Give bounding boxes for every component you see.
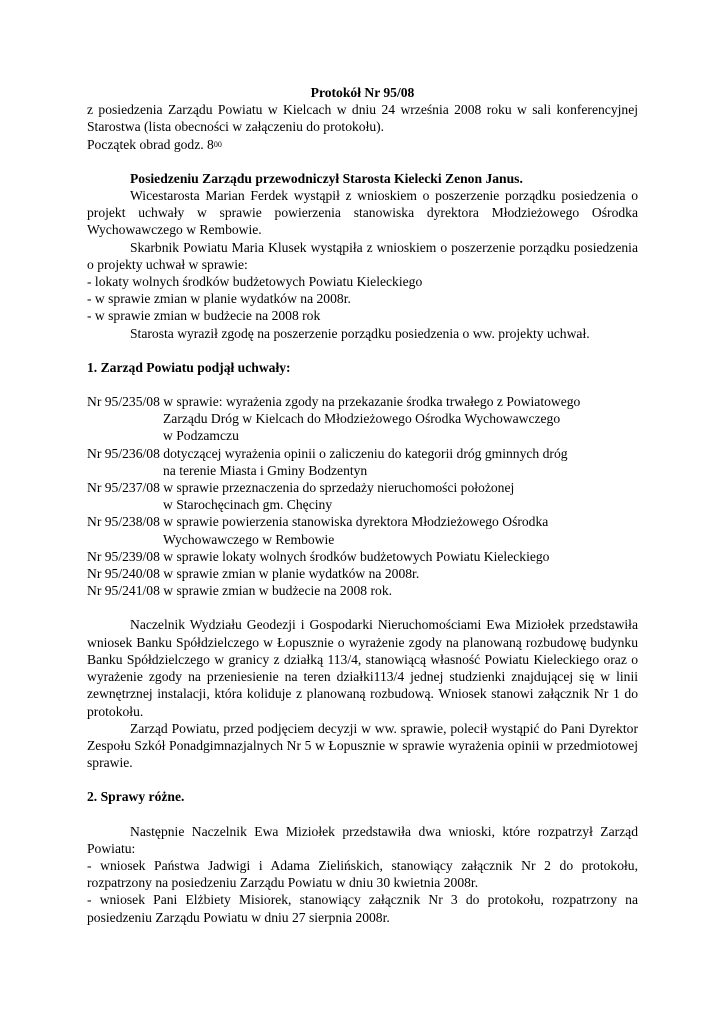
wnioski-paragraph: Następnie Naczelnik Ewa Miziołek przedstawiła dwa wnioski, które rozpatrzył Zarząd Powiatu: [87, 823, 638, 856]
chair-statement: Posiedzeniu Zarządu przewodniczył Starosta Kielecki Zenon Janus. [130, 170, 523, 186]
klusek-list-item: - w sprawie zmian w planie wydatków na 2008r. [87, 291, 351, 307]
klusek-list-item: - w sprawie zmian w budżecie na 2008 rok [87, 308, 321, 324]
zarzad-paragraph: Zarząd Powiatu, przed podjęciem decyzji w ww. sprawie, polecił wystąpić do Pani Dyrektor Zespołu Szkół Ponadgimnazjalnych Nr 5 w Łopusznie w sprawie wyrażenia opinii w przedmiotowej sprawie. [87, 720, 638, 771]
klusek-paragraph: Skarbnik Powiatu Maria Klusek wystąpiła z wnioskiem o poszerzenie porządku posiedzenia o projekty uchwał w sprawie: [87, 239, 638, 272]
document-title: Protokół Nr 95/08 [310, 85, 415, 100]
resolution-item: Nr 95/240/08 w sprawie zmian w planie wydatków na 2008r. [87, 566, 420, 582]
resolution-item: Nr 95/238/08 w sprawie powierzenia stanowiska dyrektora Młodzieżowego Ośrodka Wychowawczego w Rembowie [87, 514, 549, 547]
resolution-item: Nr 95/237/08 w sprawie przeznaczenia do sprzedaży nieruchomości położonej w Starochęcinach gm. Chęciny [87, 480, 515, 513]
section-1-heading: 1. Zarząd Powiatu podjął uchwały: [87, 359, 291, 375]
wnioski-list-item: - wniosek Państwa Jadwigi i Adama Zielińskich, stanowiący załącznik Nr 2 do protokołu, rozpatrzony na posiedzeniu Zarządu Powiatu w dniu 30 kwietnia 2008r. [87, 857, 638, 891]
agreement-paragraph: Starosta wyraził zgodę na poszerzenie porządku posiedzenia o ww. projekty uchwał. [130, 325, 590, 341]
ferdek-paragraph: Wicestarosta Marian Ferdek wystąpił z wnioskiem o poszerzenie porządku posiedzenia o projekt uchwały w sprawie powierzenia stanowiska dyrektora Młodzieżowego Ośrodka Wychowawczego w Rembowie. [87, 188, 638, 238]
start-time-superscript: 00 [213, 139, 222, 149]
resolution-item: Nr 95/241/08 w sprawie zmian w budżecie na 2008 rok. [87, 583, 393, 599]
resolution-item: Nr 95/236/08 dotyczącej wyrażenia opinii o zaliczeniu do kategorii dróg gminnych dróg na terenie Miasta i Gminy Bodzentyn [87, 445, 568, 478]
resolution-item: Nr 95/235/08 w sprawie: wyrażenia zgody na przekazanie środka trwałego z Powiatowego Zarządu Dróg w Kielcach do Młodzieżowego Ośrodka Wychowawczego w Podzamczu [87, 394, 581, 444]
section-2-heading: 2. Sprawy różne. [87, 789, 185, 805]
klusek-list-item: - lokaty wolnych środków budżetowych Powiatu Kieleckiego [87, 274, 423, 290]
document-page [87, 84, 638, 926]
intro-paragraph: z posiedzenia Zarządu Powiatu w Kielcach w dniu 24 września 2008 roku w sali konferencyjnej Starostwa (lista obecności w załączeniu do protokołu). [87, 102, 638, 135]
start-time: Początek obrad godz. $8^{00}$ [87, 136, 222, 152]
wnioski-list-item: - wniosek Pani Elżbiety Misiorek, stanowiący załącznik Nr 3 do protokołu, rozpatrzony na posiedzeniu Zarządu Powiatu w dniu 27 sierpnia 2008r. [87, 892, 638, 925]
miziolek-paragraph: Naczelnik Wydziału Geodezji i Gospodarki Nieruchomościami Ewa Miziołek przedstawiła wniosek Banku Spółdzielczego w Łopusznie o wyrażenie zgody na planowaną rozbudowę budynku Banku Spółdzielczego w granicy z działką 113/4, stanowiącą własność Powiatu Kieleckiego oraz o wyrażenie zgody na przeniesienie na teren działki113/4 jednej studzienki znajdującej się w linii zewnętrznej instalacji, która koliduje z planowaną rozbudową. Wniosek stanowi załącznik Nr 1 do protokołu. [87, 617, 638, 719]
resolution-item: Nr 95/239/08 w sprawie lokaty wolnych środków budżetowych Powiatu Kieleckiego [87, 548, 550, 564]
